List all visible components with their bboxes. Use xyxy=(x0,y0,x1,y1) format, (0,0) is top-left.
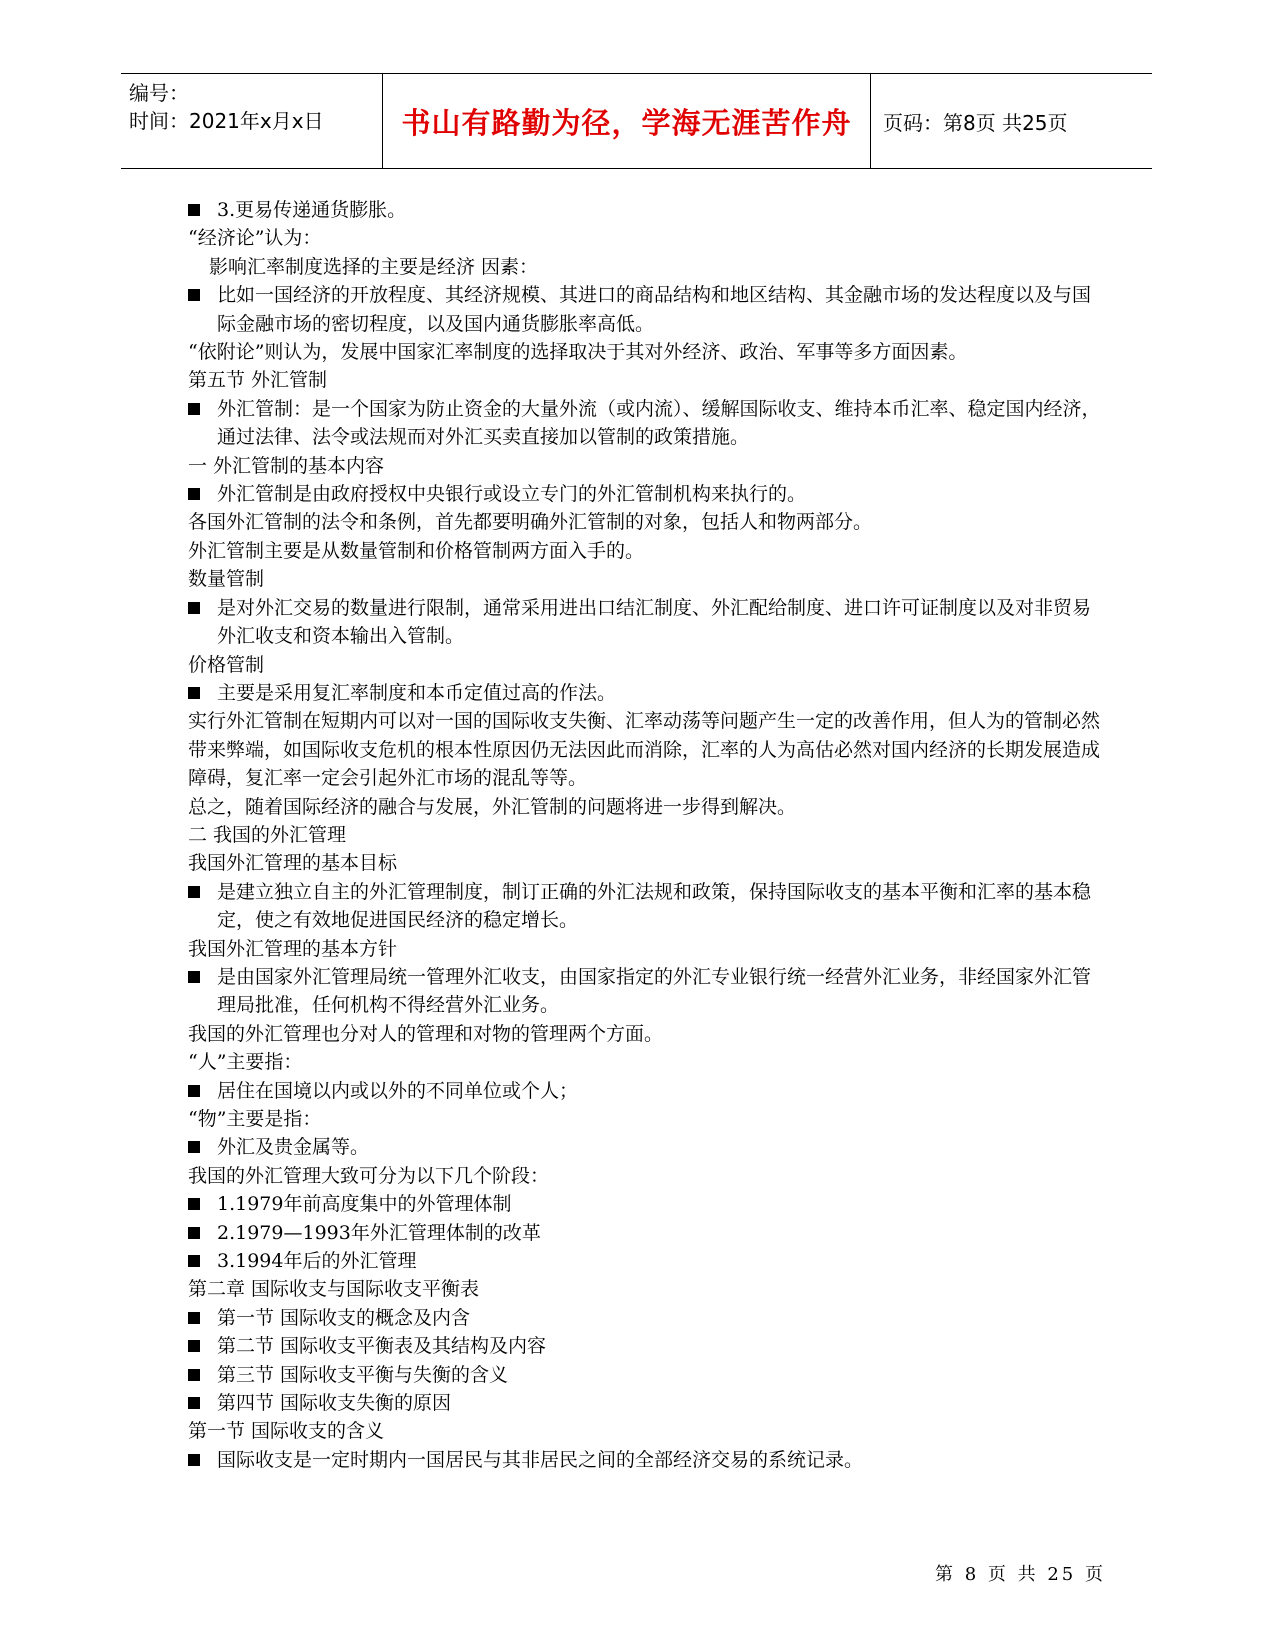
bullet-text: 第二节 国际收支平衡表及其结构及内容 xyxy=(217,1335,547,1358)
bullet-text: 外汇管制：是一个国家为防止资金的大量外流（或内流）、缓解国际收支、维持本币汇率、稳定国内经济，通过法律、法令或法规而对外汇买卖直接加以管制的政策措施。 xyxy=(217,397,1101,449)
bullet-item xyxy=(188,1304,1108,1332)
text-line: 各国外汇管制的法令和条例，首先都要明确外汇管制的对象，包括人和物两部分。 xyxy=(188,511,873,534)
bullet-text: 是由国家外汇管理局统一管理外汇收支，由国家指定的外汇专业银行统一经营外汇业务，非经国家外汇管理局批准，任何机构不得经营外汇业务。 xyxy=(217,965,1092,1017)
square-bullet-icon xyxy=(188,971,200,983)
bullet-item xyxy=(188,281,1108,338)
bullet-text: 第三节 国际收支平衡与失衡的含义 xyxy=(217,1363,509,1386)
bullet-item xyxy=(188,1190,1108,1218)
square-bullet-icon xyxy=(188,1340,200,1352)
bullet-text: 居住在国境以内或以外的不同单位或个人； xyxy=(217,1079,579,1102)
document-body xyxy=(188,196,1108,1474)
text-line: 外汇管制主要是从数量管制和价格管制两方面入手的。 xyxy=(188,539,645,562)
header-page-info: 页码：第8页 共25页 xyxy=(883,110,1068,135)
text-line: 我国的外汇管理也分对人的管理和对物的管理两个方面。 xyxy=(188,1022,664,1045)
bullet-item xyxy=(188,1219,1108,1247)
time-label: 时间：2021年x月x日 xyxy=(129,109,324,133)
document-header xyxy=(121,73,1152,169)
bullet-item xyxy=(188,1133,1108,1161)
number-label: 编号： xyxy=(129,81,189,105)
square-bullet-icon xyxy=(188,687,200,699)
header-motto: 书山有路勤为径，学海无涯苦作舟 xyxy=(383,74,871,168)
text-line: 我国外汇管理的基本方针 xyxy=(188,937,398,960)
square-bullet-icon xyxy=(188,1312,200,1324)
square-bullet-icon xyxy=(188,488,200,500)
text-line: 我国的外汇管理大致可分为以下几个阶段： xyxy=(188,1164,550,1187)
bullet-text: 比如一国经济的开放程度、其经济规模、其进口的商品结构和地区结构、其金融市场的发达程度以及与国际金融市场的密切程度，以及国内通货膨胀率高低。 xyxy=(217,284,1092,335)
text-line: 影响汇率制度选择的主要是经济 因素： xyxy=(209,255,539,278)
square-bullet-icon xyxy=(188,1397,200,1409)
bullet-text: 2.1979—1993年外汇管理体制的改革 xyxy=(217,1221,541,1244)
bullet-text: 国际收支是一定时期内一国居民与其非居民之间的全部经济交易的系统记录。 xyxy=(217,1448,864,1471)
text-line: 一 外汇管制的基本内容 xyxy=(188,454,385,477)
text-line: 我国外汇管理的基本目标 xyxy=(188,852,398,875)
square-bullet-icon xyxy=(188,1255,200,1267)
bullet-text: 第四节 国际收支失衡的原因 xyxy=(217,1392,452,1415)
bullet-text: 主要是采用复汇率制度和本币定值过高的作法。 xyxy=(217,681,617,704)
bullet-item xyxy=(188,963,1108,1020)
square-bullet-icon xyxy=(188,289,200,301)
header-meta xyxy=(121,74,383,168)
text-line: 数量管制 xyxy=(188,568,265,591)
text-line: 第一节 国际收支的含义 xyxy=(188,1420,385,1443)
square-bullet-icon xyxy=(188,1198,200,1210)
bullet-item xyxy=(188,679,1108,707)
bullet-item xyxy=(188,1077,1108,1105)
bullet-text: 外汇管制是由政府授权中央银行或设立专门的外汇管制机构来执行的。 xyxy=(217,483,807,506)
bullet-text: 3.更易传递通货膨胀。 xyxy=(217,199,407,221)
paragraph: 实行外汇管制在短期内可以对一国的国际收支失衡、汇率动荡等问题产生一定的改善作用，但人为的管制必然带来弊端，如国际收支危机的根本性原因仍无法因此而消除，汇率的人为高估必然对国内经济的长期发展造成障碍，复汇率一定会引起外汇市场的混乱等等。 xyxy=(188,710,1101,790)
bullet-item xyxy=(188,594,1108,651)
text-line: “依附论”则认为，发展中国家汇率制度的选择取决于其对外经济、政治、军事等多方面因素。 xyxy=(188,341,968,364)
square-bullet-icon xyxy=(188,1454,200,1466)
page-footer: 第 8 页 共 25 页 xyxy=(935,1564,1106,1585)
bullet-item xyxy=(188,1446,1108,1474)
bullet-item xyxy=(188,395,1108,452)
square-bullet-icon xyxy=(188,1141,200,1153)
square-bullet-icon xyxy=(188,1369,200,1381)
bullet-item xyxy=(188,480,1108,508)
bullet-text: 第一节 国际收支的概念及内含 xyxy=(217,1306,471,1329)
square-bullet-icon xyxy=(188,1085,200,1097)
text-line: 二 我国的外汇管理 xyxy=(188,823,347,846)
bullet-text: 是建立独立自主的外汇管理制度，制订正确的外汇法规和政策，保持国际收支的基本平衡和汇率的基本稳定，使之有效地促进国民经济的稳定增长。 xyxy=(217,880,1092,932)
bullet-item xyxy=(188,1389,1108,1417)
bullet-item xyxy=(188,1332,1108,1360)
square-bullet-icon xyxy=(188,886,200,898)
text-line: “经济论”认为： xyxy=(188,227,322,250)
square-bullet-icon xyxy=(188,204,200,216)
bullet-text: 3.1994年后的外汇管理 xyxy=(217,1250,417,1273)
bullet-item xyxy=(188,196,1108,224)
text-line: “人”主要指： xyxy=(188,1051,303,1074)
bullet-text: 1.1979年前高度集中的外管理体制 xyxy=(217,1193,512,1216)
text-line: 总之，随着国际经济的融合与发展，外汇管制的问题将进一步得到解决。 xyxy=(188,795,797,818)
text-line: 价格管制 xyxy=(188,653,265,676)
square-bullet-icon xyxy=(188,403,200,415)
bullet-item xyxy=(188,878,1108,935)
bullet-item xyxy=(188,1361,1108,1389)
bullet-item xyxy=(188,1247,1108,1275)
text-line: 第五节 外汇管制 xyxy=(188,369,328,392)
bullet-text: 是对外汇交易的数量进行限制，通常采用进出口结汇制度、外汇配给制度、进口许可证制度以及对非贸易外汇收支和资本输出入管制。 xyxy=(217,596,1092,648)
text-line: 第二章 国际收支与国际收支平衡表 xyxy=(188,1278,480,1301)
square-bullet-icon xyxy=(188,1227,200,1239)
square-bullet-icon xyxy=(188,602,200,614)
text-line: “物”主要是指： xyxy=(188,1108,322,1130)
bullet-text: 外汇及贵金属等。 xyxy=(217,1136,370,1159)
